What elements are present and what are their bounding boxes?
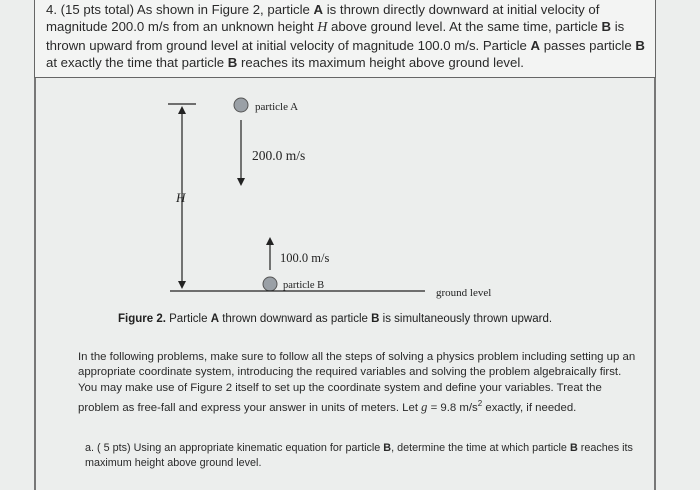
part-a-question: a. ( 5 pts) Using an appropriate kinematic equation for particle B, determine the time at which particle B reaches its maximum height above ground level.: [85, 442, 633, 469]
particle-b-circle: [263, 277, 277, 291]
instructions-paragraph: In the following problems, make sure to follow all the steps of solving a physics problem including setting up an appropriate coordinate system, introducing the required variables and solving the problem algebraically first. You may make use of Figure 2 itself to set up the coordinate system and define your variables. Treat the problem as free-fall and express your answer in units of meters. Let g = 9.8 $m/s^2$ exactly, if needed.: [78, 351, 636, 415]
height-label: H: [176, 190, 186, 205]
problem-statement: 4. (15 pts total) As shown in Figure 2, particle A is thrown directly downward at initial velocity of magnitude 200.0 m/s from an unknown height H above ground level. At the same time, particle B is thrown upward from ground level at initial velocity of magnitude 100.0 m/s. Particle A passes particle B at exactly the time that particle B reaches its maximum height above ground level.: [46, 2, 645, 71]
particle-a-circle: [234, 98, 248, 112]
velocity-b-label: 100.0 m/s: [280, 251, 330, 265]
velocity-a-label: 200.0 m/s: [252, 148, 306, 163]
figure-caption: Figure 2. Particle A thrown downward as particle B is simultaneously thrown upward.: [118, 313, 553, 325]
ground-label: ground level: [436, 287, 492, 299]
particle-a-label: particle A: [255, 101, 299, 113]
particle-b-label: particle B: [283, 280, 325, 291]
